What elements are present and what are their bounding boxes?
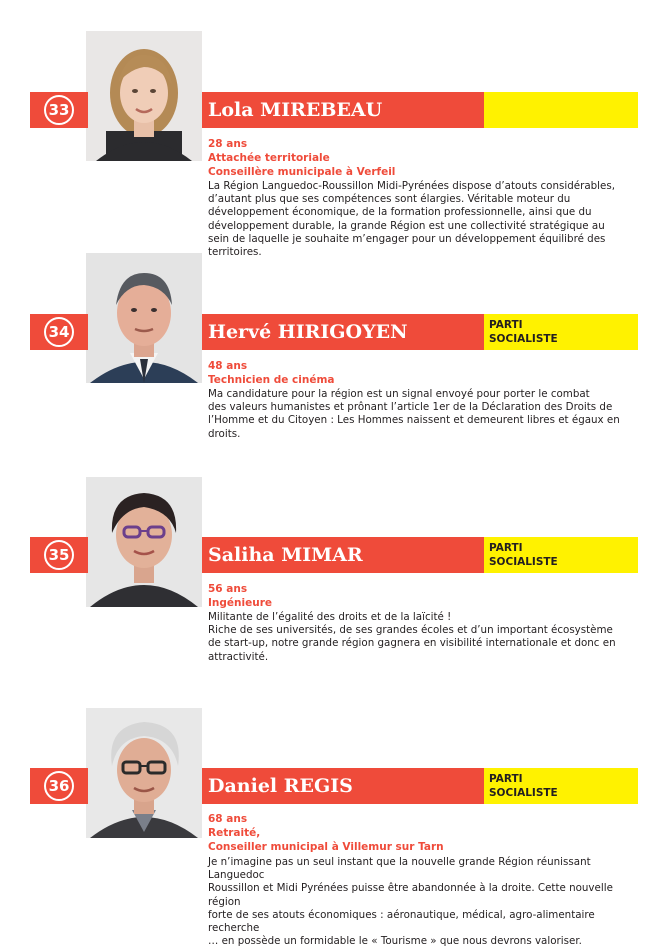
- candidate-statement: Je n’imagine pas un seul instant que la nouvelle grande Région réunissant Languedoc Roussillon et Midi Pyrénées puisse être abandonnée à la droite. Cette nouvelle région forte de ses atouts économiques : aéronautique, médical, agro-alimentaire recherche … en possède un formidable le « Tourisme » que nous devrons valoriser.: [208, 856, 613, 948]
- candidate-number: 35: [44, 540, 74, 570]
- candidate-age: 68 ans: [208, 813, 248, 825]
- candidate-profession: Attachée territoriale: [208, 152, 330, 164]
- candidate-statement: Ma candidature pour la région est un signal envoyé pour porter le combat des valeurs humanistes et prônant l’article 1er de la Déclaration des Droits de l’Homme et du Citoyen : Les Hommes naissent et demeurent libres et égaux en droits.: [208, 388, 620, 440]
- party-label: PARTI SOCIALISTE: [489, 319, 558, 345]
- candidate-profession: Technicien de cinéma: [208, 374, 335, 386]
- candidate-statement: La Région Languedoc-Roussillon Midi-Pyrénées dispose d’atouts considérables, d’autant plus que ses compétences sont élargies. Véritable moteur du développement économique, de la formation professionnelle, ainsi que du développement durable, la grande Région est une collectivité stratégique au sein de laquelle je souhaite m’engager pour un développement équilibré des territoires.: [208, 180, 616, 259]
- candidate-name: Saliha MIMAR: [208, 544, 363, 566]
- candidate-name: Hervé HIRIGOYEN: [208, 321, 408, 343]
- candidate-photo: [86, 31, 202, 161]
- candidate-age: 28 ans: [208, 138, 248, 150]
- candidate-number: 33: [44, 95, 74, 125]
- candidate-name: Daniel REGIS: [208, 775, 353, 797]
- candidate-meta: [208, 359, 638, 387]
- candidate-meta: [208, 812, 638, 854]
- candidate-statement: Militante de l’égalité des droits et de la laïcité ! Riche de ses universités, de ses grandes écoles et d’un important écosystème de start-up, notre grande région gagnera en visibilité internationale et donc en attractivité.: [208, 611, 616, 663]
- candidate-number: 36: [44, 771, 74, 801]
- candidate-profession: Retraité,: [208, 827, 261, 839]
- party-label: PARTI SOCIALISTE: [489, 773, 558, 799]
- candidate-meta: [208, 582, 638, 610]
- candidate-profession: Ingénieure: [208, 597, 272, 609]
- candidate-photo: [86, 253, 202, 383]
- candidate-role: Conseillère municipale à Verfeil: [208, 166, 396, 178]
- candidate-number: 34: [44, 317, 74, 347]
- candidate-meta: [208, 137, 638, 179]
- candidate-age: 56 ans: [208, 583, 248, 595]
- candidate-photo: [86, 477, 202, 607]
- candidate-photo: [86, 708, 202, 838]
- party-bar: [484, 92, 638, 128]
- candidate-role: Conseiller municipal à Villemur sur Tarn: [208, 841, 444, 853]
- candidate-age: 48 ans: [208, 360, 248, 372]
- party-label: PARTI SOCIALISTE: [489, 542, 558, 568]
- candidate-name: Lola MIREBEAU: [208, 99, 383, 121]
